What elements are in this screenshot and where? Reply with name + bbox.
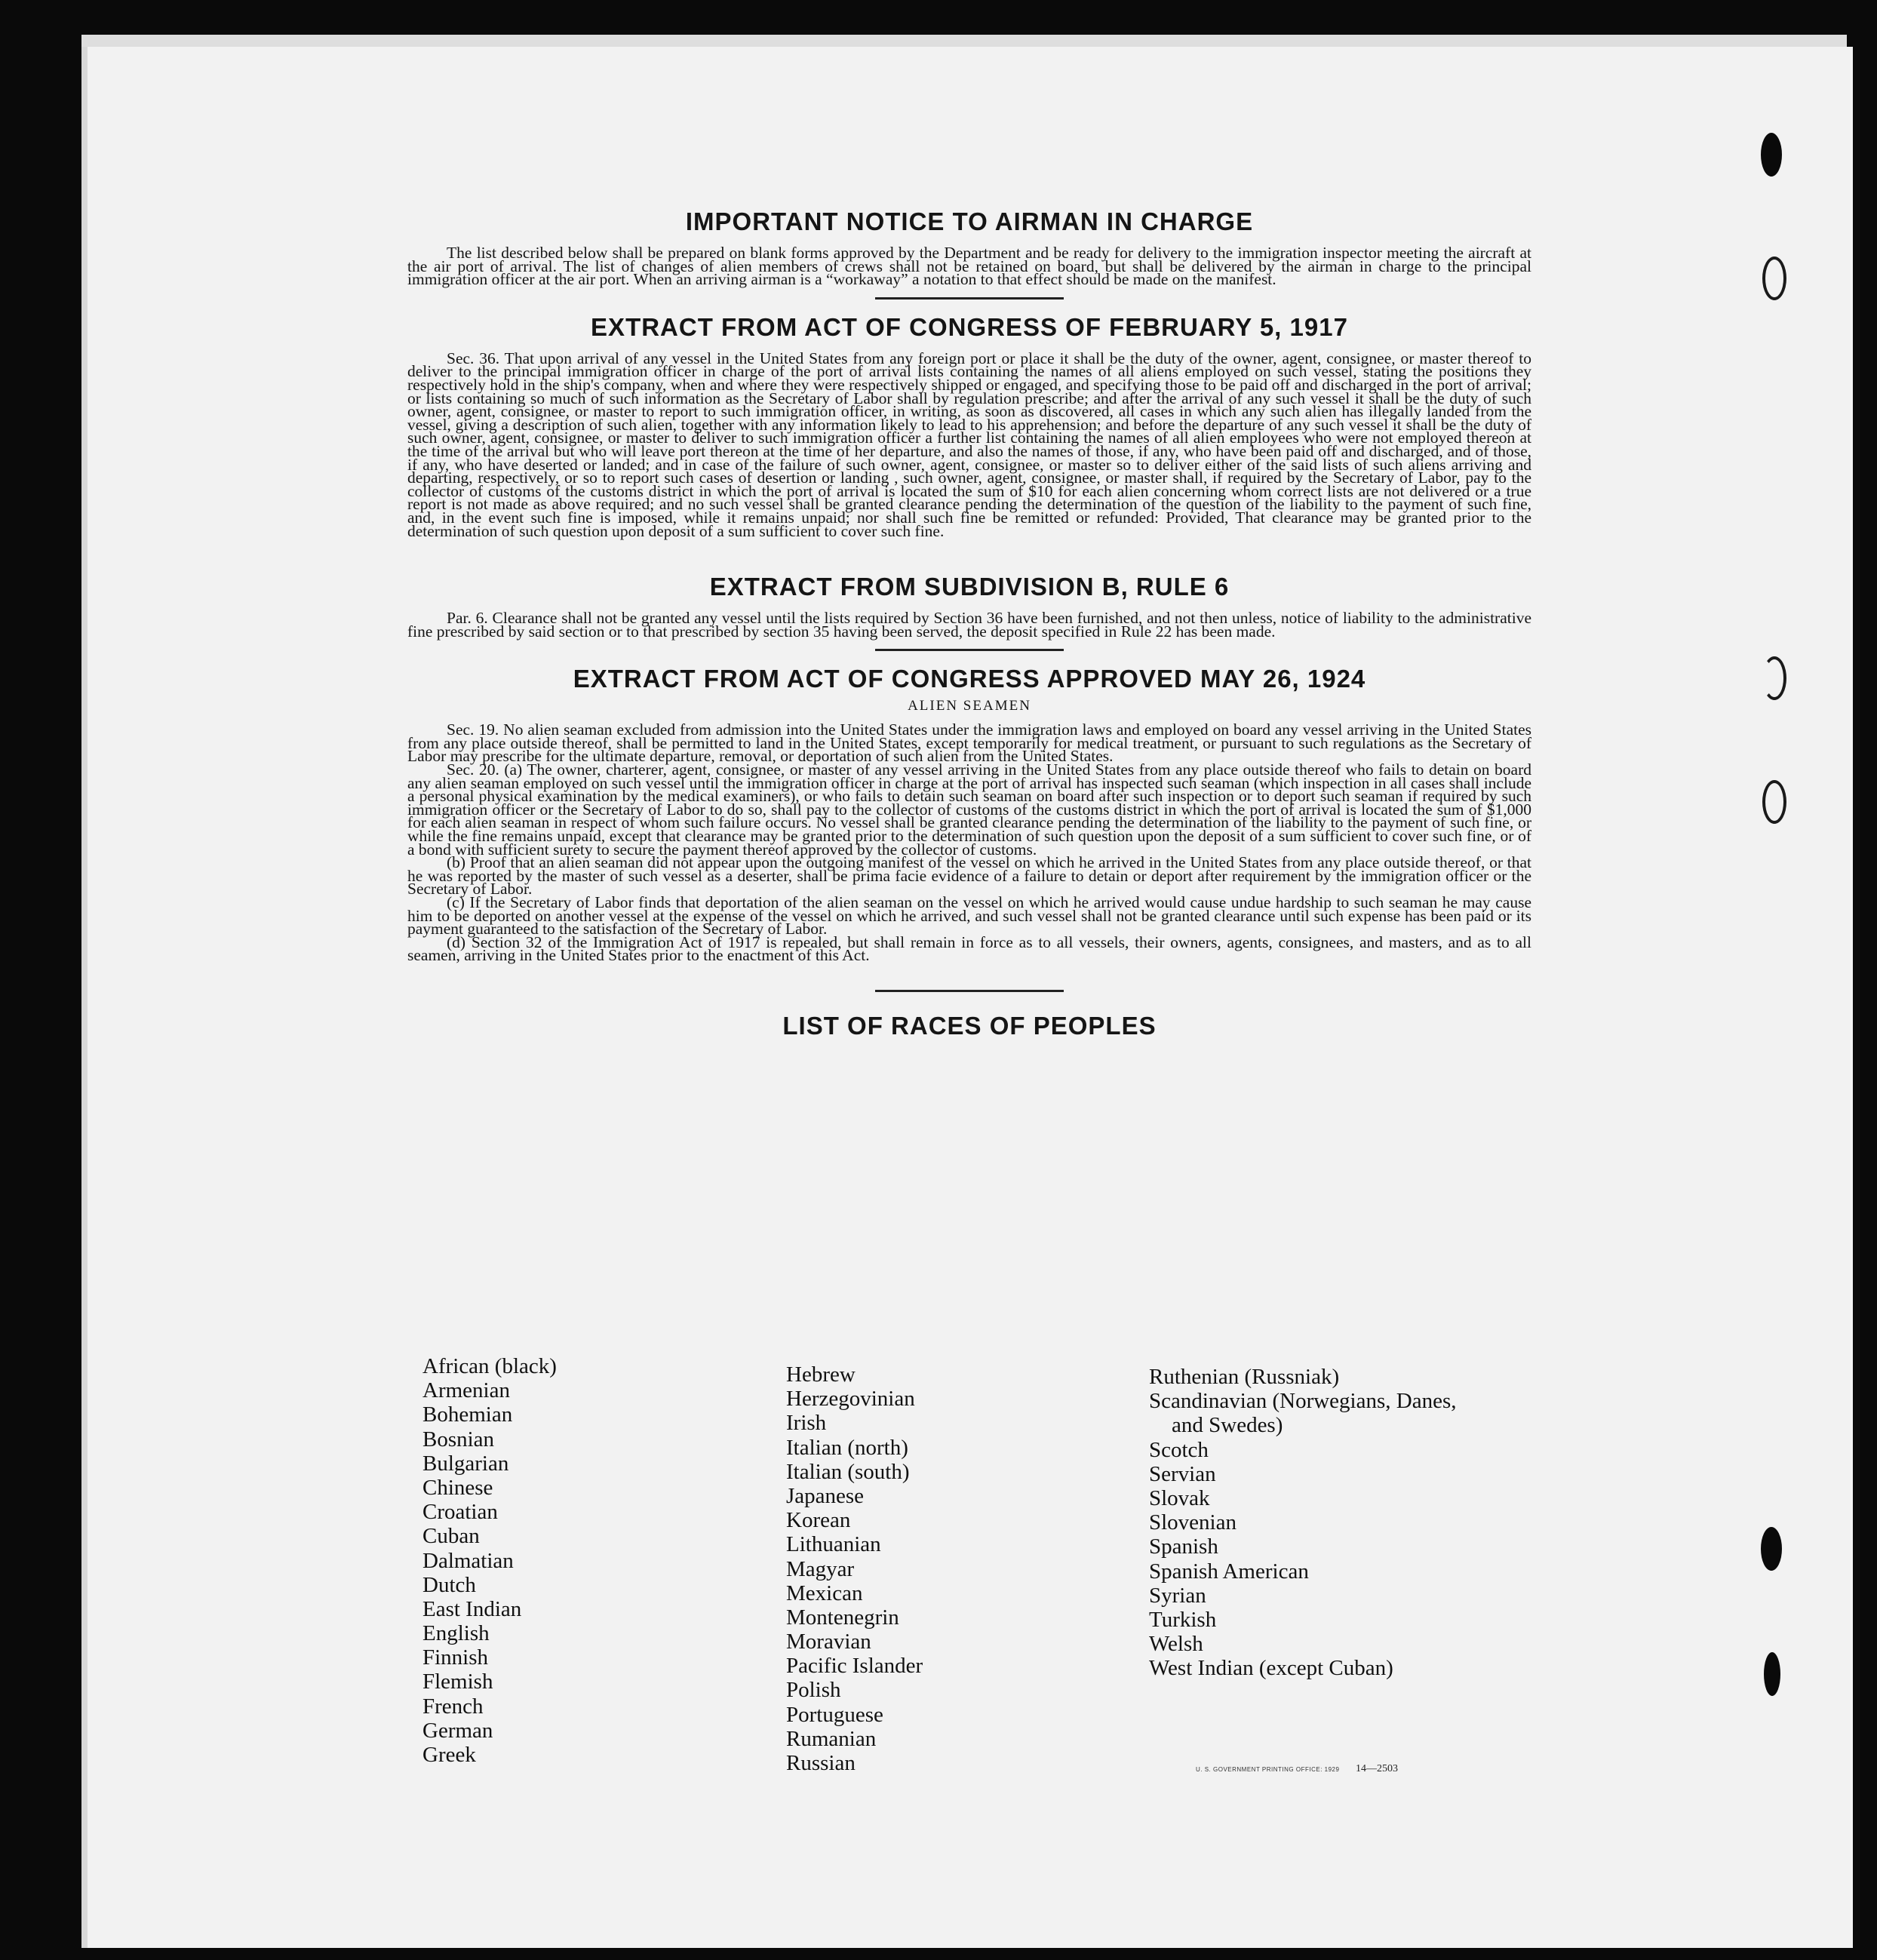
race-item: Slovenian <box>1149 1510 1236 1535</box>
race-item: West Indian (except Cuban) <box>1149 1656 1393 1681</box>
notice-title: IMPORTANT NOTICE TO AIRMAN IN CHARGE <box>685 207 1254 235</box>
race-item: Armenian <box>422 1378 510 1403</box>
races-title: LIST OF RACES OF PEOPLES <box>782 1011 1157 1040</box>
act-1924-section-20d: (d) Section 32 of the Immigration Act of 1917 is repealed, but shall remain in force as to all vessels, their owners, agents, consignees, and masters, and as to all seamen, arriving in the United States prior to the enactment of this Act. <box>407 932 1531 965</box>
printing-office-imprint: U. S. GOVERNMENT PRINTING OFFICE: 1929 <box>1196 1766 1340 1773</box>
race-item: English <box>422 1621 490 1646</box>
race-item: Bohemian <box>422 1402 513 1427</box>
rule6-title: EXTRACT FROM SUBDIVISION B, RULE 6 <box>709 573 1230 601</box>
act-1924-title: EXTRACT FROM ACT OF CONGRESS APPROVED MAY 26, 1924 <box>573 665 1366 693</box>
race-item: Scandinavian (Norwegians, Danes, <box>1149 1389 1457 1414</box>
race-item: Bulgarian <box>422 1451 509 1476</box>
section-divider <box>875 990 1064 992</box>
section-divider <box>875 649 1064 651</box>
race-item: Rumanian <box>786 1726 877 1751</box>
race-item: Magyar <box>786 1556 855 1581</box>
race-item: and Swedes) <box>1172 1413 1283 1438</box>
race-item: Cuban <box>422 1524 480 1549</box>
act-1924-section-20b: (b) Proof that an alien seaman did not appear upon the outgoing manifest of the vessel on which he arrived in the United States from any place outside thereof, or that he was reported by the master of such vessel as a deserter, shall be prima facie evidence of a failure to detain or deport after requirement by the immigration officer or the Secretary of Labor. <box>407 853 1531 899</box>
race-item: Italian (south) <box>786 1459 910 1484</box>
race-item: East Indian <box>422 1596 522 1621</box>
race-item: Portuguese <box>786 1702 883 1727</box>
race-item: Turkish <box>1149 1607 1217 1632</box>
race-item: Mexican <box>786 1581 863 1605</box>
punch-hole <box>1761 1527 1782 1571</box>
race-item: Korean <box>786 1508 851 1533</box>
race-item: Slovak <box>1149 1485 1210 1510</box>
punch-hole <box>1761 133 1782 177</box>
sheet-edge <box>81 35 1847 47</box>
act-1924-section-20c: (c) If the Secretary of Labor finds that deportation of the alien seaman on the vessel on which he arrived would cause undue hardship to such seaman he may cause him to be deported on another vessel at the expense of the vessel on which he arrived, and such vessel shall not be granted clearance until such expense has been paid or its payment guaranteed to the satisfaction of the Secretary of Labor. <box>407 893 1531 939</box>
race-item: Montenegrin <box>786 1605 899 1630</box>
race-item: Hebrew <box>786 1362 856 1387</box>
race-item: Servian <box>1149 1461 1216 1486</box>
race-item: Herzegovinian <box>786 1387 915 1412</box>
bleed-through-mark <box>174 215 186 260</box>
races-column-3 <box>1149 1365 1457 1680</box>
punch-hole <box>1762 257 1786 300</box>
race-item: Finnish <box>422 1645 489 1670</box>
race-item: Chinese <box>422 1475 493 1500</box>
race-item: Spanish American <box>1149 1559 1309 1584</box>
race-item: Lithuanian <box>786 1532 881 1557</box>
punch-hole <box>1764 1652 1780 1696</box>
race-item: Russian <box>786 1751 856 1775</box>
notice-paragraph: The list described below shall be prepared on blank forms approved by the Department and be ready for delivery to the immigration inspector meeting the aircraft at the air port of arrival. The list of changes of alien members of crews shall not be retained on board, but shall be delivered by the airman in charge to the principal immigration officer at the air port. When an arriving airman is a “workaway” a notation to that effect should be made on the manifest. <box>407 244 1531 289</box>
punch-hole <box>1762 656 1786 700</box>
race-item: Dutch <box>422 1572 476 1597</box>
race-item: Syrian <box>1149 1583 1206 1608</box>
race-item: German <box>422 1718 493 1743</box>
race-item: Spanish <box>1149 1535 1218 1559</box>
race-item: African (black) <box>422 1354 557 1378</box>
act-1917-title: EXTRACT FROM ACT OF CONGRESS OF FEBRUARY 5, 1917 <box>591 312 1348 341</box>
race-item: Bosnian <box>422 1427 495 1452</box>
race-item: Moravian <box>786 1630 871 1654</box>
race-item: Welsh <box>1149 1632 1203 1657</box>
race-item: Japanese <box>786 1483 865 1508</box>
race-item: Croatian <box>422 1500 498 1525</box>
act-1924-section-19: Sec. 19. No alien seaman excluded from admission into the United States under the immigration laws and employed on board any vessel arriving in the United States from any place outside thereof, shall be permitted to land in the United States, except temporarily for medical treatment, or pursuant to such regulations as the Secretary of Labor may prescribe for the ultimate departure, removal, or deportation of such alien from the United States. <box>407 720 1531 766</box>
races-column-1 <box>422 1354 557 1767</box>
race-item: Flemish <box>422 1670 493 1694</box>
alien-seamen-subtitle: ALIEN SEAMEN <box>908 698 1031 714</box>
race-item: Scotch <box>1149 1437 1209 1462</box>
act-1924-section-20a: Sec. 20. (a) The owner, charterer, agent, consignee, or master of any vessel arriving in the United States from any place outside thereof who fails to detain on board any alien seaman employed on such vessel until the immigration officer in charge at the port of arrival has inspected such seaman (which inspection in all cases shall include a personal physical examination by the medical examiners), or who fails to detain such seaman on board after such inspection or to deport such seaman if required by such immigration officer or the Secretary of Labor to do so, shall pay to the collector of customs of the customs district in which the port of arrival is located the sum of $1,000 for each alien seaman in respect of whom such failure occurs. No vessel shall be granted clearance pending the determination of the liability to the payment of such fine, or while the fine remains unpaid, except that clearance may be granted prior to the determination of such question upon the deposit of a sum sufficient to cover such fine, or of a bond with sufficient surety to secure the payment thereof approved by the collector of customs. <box>407 760 1531 859</box>
race-item: Greek <box>422 1743 476 1767</box>
form-number: 14—2503 <box>1356 1763 1398 1774</box>
document-body <box>407 207 1531 1040</box>
section-divider <box>875 297 1064 300</box>
punch-hole <box>1762 780 1786 824</box>
rule6-paragraph: Par. 6. Clearance shall not be granted any vessel until the lists required by Section 36 have been furnished, and not then unless, notice of liability to the administrative fine prescribed by said section or to that prescribed by section 35 having been served, the deposit specified in Rule 22 has been made. <box>407 609 1531 641</box>
act-1917-section-36: Sec. 36. That upon arrival of any vessel in the United States from any foreign port or place it shall be the duty of the owner, agent, consignee, or master thereof to deliver to the principal immigration officer in charge of the port of arrival lists containing the names of all aliens employed on such vessel, stating the positions they respectively hold in the ship's company, when and where they were respectively shipped or engaged, and specifying those to be paid off and discharged in the port of arrival; or lists containing so much of such information as the Secretary of Labor shall by regulation prescribe; and after the arrival of any such vessel it shall be the duty of such owner, agent, consignee, or master to report to such immigration officer, in writing, as soon as discovered, all cases in which any such alien has illegally landed from the vessel, giving a description of such alien, together with any information likely to lead to his apprehension; and before the departure of any such vessel it shall be the duty of such owner, agent, consignee, or master to deliver to such immigration officer a further list containing the names of all alien employees who were not employed thereon at the time of the arrival but who will leave port thereon at the time of her departure, and also the names of those, if any, who have been paid off and discharged, and of those, if any, who have deserted or landed; and in case of the failure of such owner, agent, consignee, or master so to deliver either of the said lists of such aliens arriving and departing, respectively, or so to report such cases of desertion or landing , such owner, agent, consignee, or master shall, if required by the Secretary of Labor, pay to the collector of customs of the customs district in which the port of arrival is located the sum of $10 for each alien concerning whom correct lists are not delivered or a true report is not made as above required; and no such vessel shall be granted clearance pending the determination of the question of the liability to the payment of such fine, and, in the event such fine is imposed, while it remains unpaid; nor shall such fine be remitted or refunded: Provided, That clearance may be granted prior to the determination of such question upon deposit of a sum sufficient to cover such fine. <box>407 349 1531 540</box>
race-item: Irish <box>786 1411 827 1436</box>
race-item: French <box>422 1694 484 1719</box>
race-item: Italian (north) <box>786 1435 908 1460</box>
race-item: Ruthenian (Russniak) <box>1149 1365 1340 1389</box>
race-item: Pacific Islander <box>786 1654 923 1679</box>
races-column-2 <box>786 1362 923 1775</box>
race-item: Dalmatian <box>422 1548 514 1573</box>
race-item: Polish <box>786 1678 841 1703</box>
